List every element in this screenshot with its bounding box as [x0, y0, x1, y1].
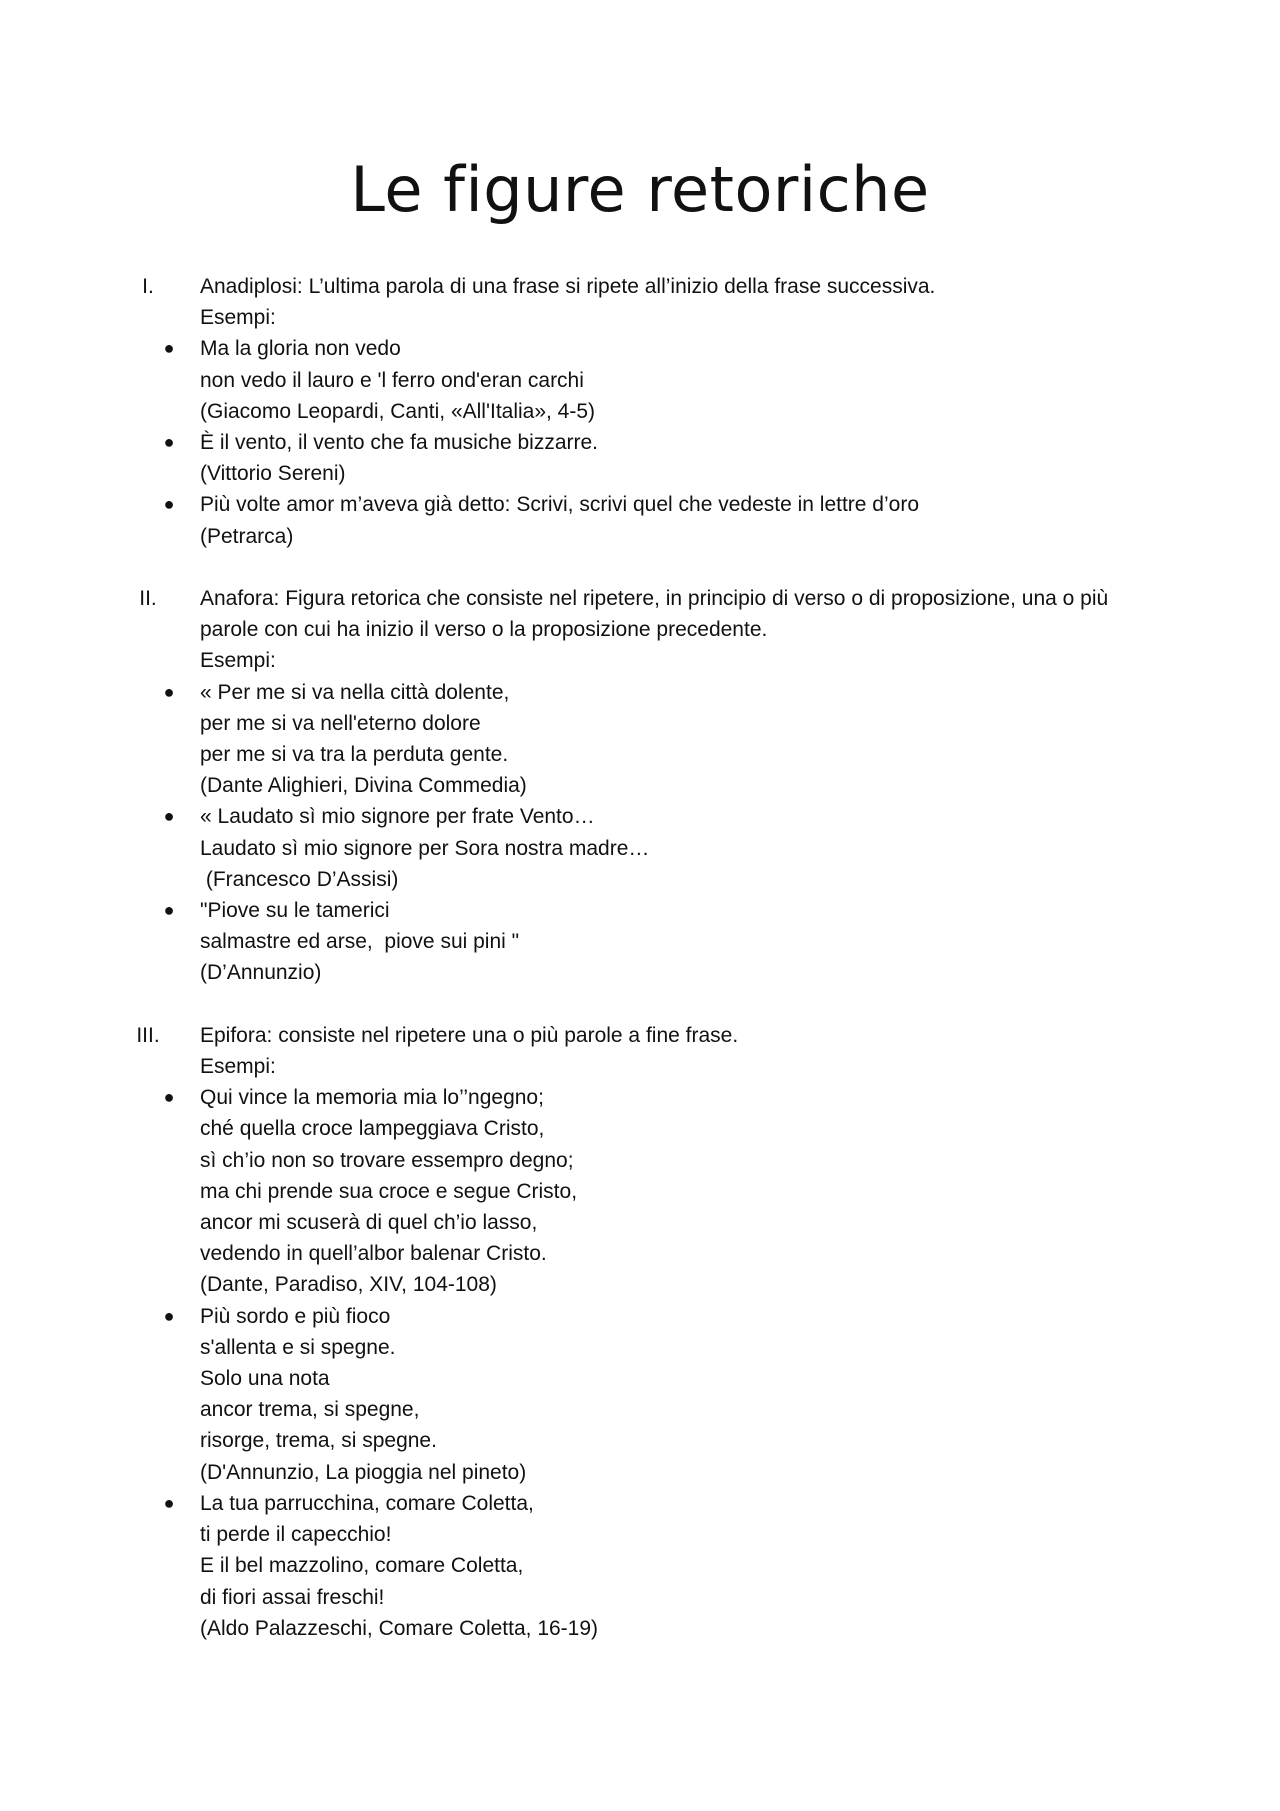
example-line: [0, 427, 1160, 458]
example-text: Solo una nota: [200, 1367, 330, 1391]
example-text: "Piove su le tamerici: [200, 899, 390, 923]
example-item: [0, 801, 1280, 895]
example-line: [0, 1113, 1160, 1144]
example-text: La tua parrucchina, comare Coletta,: [200, 1491, 534, 1515]
examples-label: Esempi:: [200, 649, 276, 673]
example-line: [0, 1301, 1160, 1332]
examples-label: Esempi:: [200, 306, 276, 330]
example-item: [0, 1082, 1280, 1300]
example-item: [0, 427, 1280, 489]
example-line: [0, 521, 1160, 552]
example-text: Laudato sì mio signore per Sora nostra madre…: [200, 836, 650, 860]
example-line: [0, 926, 1160, 957]
example-line: [0, 1550, 1160, 1581]
section-numeral: I.: [142, 275, 154, 298]
page-title: Le figure retoriche: [350, 153, 930, 226]
bullet-icon: ●: [163, 681, 175, 702]
example-line: [0, 770, 1160, 801]
example-line: [0, 801, 1160, 832]
example-line: [0, 458, 1160, 489]
example-item: [0, 1301, 1280, 1488]
example-text: ancor mi scuserà di quel ch’io lasso,: [200, 1211, 538, 1235]
example-text: Ma la gloria non vedo: [200, 337, 401, 361]
example-line: [0, 1176, 1160, 1207]
example-line: [0, 1519, 1160, 1550]
figure-definition: [0, 1020, 1160, 1051]
example-text: salmastre ed arse, piove sui pini ": [200, 930, 520, 954]
section-numeral: III.: [136, 1023, 160, 1047]
example-line: [0, 333, 1160, 364]
example-item: [0, 333, 1280, 427]
example-text: ti perde il capecchio!: [200, 1523, 392, 1547]
example-line: [0, 1425, 1160, 1456]
example-line: [0, 957, 1160, 988]
example-text: E il bel mazzolino, comare Coletta,: [200, 1554, 524, 1578]
example-line: [0, 1457, 1160, 1488]
example-text: non vedo il lauro e 'l ferro ond'eran carchi: [200, 368, 584, 392]
example-line: [0, 677, 1160, 708]
example-text: È il vento, il vento che fa musiche bizzarre.: [200, 431, 599, 455]
example-text: per me si va tra la perduta gente.: [200, 743, 509, 767]
figure-section: [0, 271, 1280, 552]
example-text: risorge, trema, si spegne.: [200, 1429, 437, 1453]
example-line: [0, 1269, 1160, 1300]
example-text: (Aldo Palazzeschi, Comare Coletta, 16-19): [200, 1616, 599, 1640]
examples-label: Esempi:: [200, 1055, 276, 1079]
example-text: ché quella croce lampeggiava Cristo,: [200, 1117, 545, 1141]
example-line: [0, 1488, 1160, 1519]
example-line: [0, 1363, 1160, 1394]
example-text: (D'Annunzio, La pioggia nel pineto): [200, 1460, 527, 1484]
definition-text: Epifora: consiste nel ripetere una o più parole a fine frase.: [200, 1023, 739, 1047]
definition-text: Anadiplosi: L’ultima parola di una frase si ripete all’inizio della frase successiva.: [200, 275, 936, 298]
example-line: [0, 864, 1160, 895]
figure-definition: [0, 583, 1160, 645]
example-item: [0, 677, 1280, 802]
example-text: (Vittorio Sereni): [200, 462, 346, 486]
example-item: [0, 895, 1280, 989]
example-text: ma chi prende sua croce e segue Cristo,: [200, 1179, 578, 1203]
section-numeral: II.: [139, 587, 157, 611]
example-item: [0, 1488, 1280, 1644]
example-text: ancor trema, si spegne,: [200, 1398, 420, 1422]
example-line: [0, 1582, 1160, 1613]
bullet-icon: ●: [163, 494, 175, 515]
figure-section: [0, 583, 1280, 989]
figure-definition: [0, 271, 1160, 302]
bullet-icon: ●: [163, 1087, 175, 1108]
example-line: [0, 1145, 1160, 1176]
example-item: [0, 489, 1280, 551]
example-text: Qui vince la memoria mia lo’’ngegno;: [200, 1086, 544, 1110]
example-line: [0, 739, 1160, 770]
example-text: « Laudato sì mio signore per frate Vento…: [200, 805, 595, 829]
example-line: [0, 1332, 1160, 1363]
example-line: [0, 833, 1160, 864]
example-line: [0, 1613, 1160, 1644]
figure-section: [0, 1020, 1280, 1644]
example-text: s'allenta e si spegne.: [200, 1335, 396, 1359]
bullet-icon: ●: [163, 432, 175, 453]
example-line: [0, 396, 1160, 427]
example-line: [0, 1082, 1160, 1113]
bullet-icon: ●: [163, 1305, 175, 1326]
example-text: (Dante Alighieri, Divina Commedia): [200, 774, 527, 798]
bullet-icon: ●: [163, 1492, 175, 1513]
example-line: [0, 1238, 1160, 1269]
bullet-icon: ●: [163, 806, 175, 827]
example-line: [0, 708, 1160, 739]
example-line: [0, 1207, 1160, 1238]
example-text: Più volte amor m’aveva già detto: Scrivi, scrivi quel che vedeste in lettre d’oro: [200, 493, 919, 517]
document-body: [0, 271, 1280, 1675]
example-text: vedendo in quell’albor balenar Cristo.: [200, 1242, 547, 1266]
example-text: (D’Annunzio): [200, 961, 322, 985]
example-text: (Francesco D’Assisi): [200, 867, 399, 891]
example-line: [0, 895, 1160, 926]
example-text: (Dante, Paradiso, XIV, 104-108): [200, 1273, 497, 1297]
example-text: (Giacomo Leopardi, Canti, «All'Italia», 4-5): [200, 399, 596, 423]
example-line: [0, 1394, 1160, 1425]
example-text: « Per me si va nella città dolente,: [200, 680, 510, 704]
example-text: Più sordo e più fioco: [200, 1304, 391, 1328]
bullet-icon: ●: [163, 900, 175, 921]
example-text: di fiori assai freschi!: [200, 1585, 385, 1609]
example-text: sì ch’io non so trovare essempro degno;: [200, 1148, 574, 1172]
definition-text: Anafora: Figura retorica che consiste nel ripetere, in principio di verso o di proposizione, una o più parole con cui ha inizio il verso o la proposizione precedente.: [200, 587, 1109, 642]
example-text: per me si va nell'eterno dolore: [200, 711, 481, 735]
example-text: (Petrarca): [200, 524, 294, 548]
example-line: [0, 365, 1160, 396]
bullet-icon: ●: [163, 338, 175, 359]
example-line: [0, 489, 1160, 520]
